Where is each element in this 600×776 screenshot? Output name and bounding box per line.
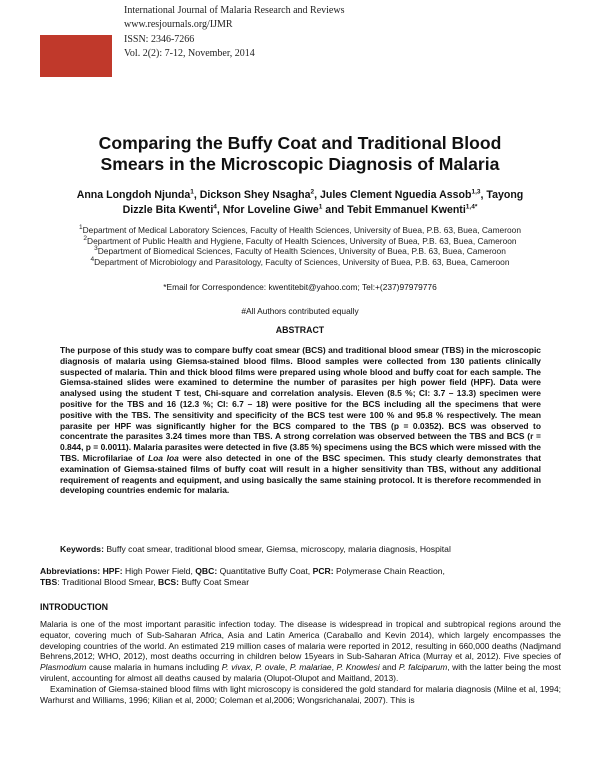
journal-name: International Journal of Malaria Research and Reviews	[124, 5, 345, 16]
intro-text: ,	[284, 662, 290, 673]
author-name: and Tebit Emmanuel Kwenti	[322, 203, 466, 216]
keywords	[60, 544, 550, 554]
title-line: Comparing the Buffy Coat and Traditional Blood	[98, 133, 502, 153]
author-name: , Nfor Loveline Giwe	[216, 203, 319, 216]
abbrev-def: : Traditional Blood Smear,	[57, 577, 158, 588]
author-name: , Jules Clement Nguedia Assob	[314, 189, 472, 201]
paper-title	[40, 133, 560, 175]
abbrev-term: TBS	[40, 577, 58, 588]
abbrev-term: QBC:	[195, 566, 218, 576]
affiliation	[30, 236, 570, 247]
species-name: Plasmodium	[40, 662, 87, 673]
journal-header	[124, 4, 544, 62]
affiliation	[30, 246, 570, 257]
author-sup: 1,3	[471, 188, 481, 196]
abbrev-label: Abbreviations:	[40, 566, 101, 576]
affiliation	[30, 257, 570, 268]
affiliation-sup: 2	[83, 234, 88, 242]
author-sup: 2	[310, 188, 315, 196]
abbrev-term: BCS:	[157, 577, 179, 588]
contribution-note: #All Authors contributed equally	[241, 306, 359, 316]
intro-paragraph	[40, 619, 561, 684]
author-name: Anna Longdoh Njunda	[76, 189, 191, 201]
abbrev-def: Buffy Coat Smear	[179, 577, 250, 588]
author-sup: 4	[213, 202, 217, 210]
author-name: , Dickson Shey Nsagha	[193, 189, 311, 201]
author-sup: 1	[318, 202, 323, 210]
intro-paragraph: Examination of Giemsa-stained blood films with light microscopy is considered the gold standard for malaria diagnosis (Milne et al, 1994; Warhurst and Williams, 1996; Kilian et al, 2000; Coleman et al,2006; Wongsrichanalai, 2007). This is	[40, 683, 561, 705]
affiliation-sup: 4	[90, 256, 95, 264]
author-sup: 1	[190, 188, 194, 196]
abbrev-def: Polymerase Chain Reaction,	[333, 566, 445, 576]
abbreviations	[40, 566, 560, 588]
affiliation-sup: 1	[79, 224, 83, 232]
intro-text: Malaria is one of the most important parasitic infection today. The disease is widespread in tropical and subtropical regions around the equator, covering much of Sub-Saharan Africa, Asia and Latin America (Caraballo and Kevin 2014), which largely encompasses the developing countries of the world. An estimated 219 million cases of malaria were reported in 2012, resulting in 660,000 deaths (Nadjmand Behrens,2012; WHO, 2012), most deaths occurring in children below 15years in Sub-Saharan Africa (Murray et al, 2012). Five species of	[40, 619, 561, 662]
intro-text: and	[379, 662, 399, 673]
species-name: P. vivax	[221, 662, 251, 673]
intro-text: cause malaria in humans including	[86, 662, 222, 673]
species-name: P. falciparum	[398, 662, 448, 673]
journal-logo	[40, 35, 112, 77]
affiliation-text: Department of Medical Laboratory Sciences, Faculty of Health Sciences, University of Buea, P.B. 63, Buea, Cameroon	[82, 225, 521, 235]
species-name: P. malariae	[289, 662, 332, 673]
intro-text: ,	[331, 662, 337, 673]
abstract-text	[60, 345, 541, 496]
keywords-label: Keywords:	[60, 544, 104, 554]
author-name: Dizzle Bita Kwenti	[122, 203, 214, 216]
intro-text: ,	[250, 662, 256, 673]
correspondence-email: *Email for Correspondence: kwentitebit@yahoo.com; Tel:+(237)97979776	[163, 282, 437, 292]
affiliation-text: Department of Microbiology and Parasitology, Faculty of Sciences, University of Buea, P.B. 63, Buea, Cameroon	[94, 257, 510, 268]
journal-issn: ISSN: 2346-7266	[124, 33, 195, 45]
abbrev-line	[40, 577, 560, 588]
intro-text: , with the latter being the most virulent, accounting for almost all deaths caused by malaria (Olupot-Olupot and Maitland, 2013).	[40, 662, 561, 683]
affiliation	[30, 225, 570, 236]
journal-url: www.resjournals.org/IJMR	[124, 19, 233, 31]
species-name: P. ovale	[255, 662, 285, 673]
author-line	[58, 188, 542, 203]
abstract-heading: ABSTRACT	[275, 325, 325, 335]
affiliation-text: Department of Public Health and Hygiene, Faculty of Health Sciences, University of Buea, P.B. 63, Buea, Cameroon	[87, 235, 517, 246]
abbrev-term: HPF:	[102, 566, 123, 576]
affiliation-sup: 3	[94, 245, 98, 253]
introduction-text	[40, 619, 561, 705]
author-sup: 1,4*	[465, 202, 478, 210]
title-line: Smears in the Microscopic Diagnosis of Malaria	[100, 154, 500, 174]
author-name: , Tayong	[480, 189, 524, 201]
author-list	[58, 188, 542, 217]
abstract-part: were also detected in one of the BSC specimen. This study clearly demonstrates that examination of Giemsa-stained films of buffy coat will result in a higher sensitivity than TBS, without any additional requirement of reagents and equipment, and using basically the same staining protocol. It is therefore recommended in developing countries endemic for malaria.	[60, 452, 542, 496]
abbrev-term: PCR:	[312, 566, 334, 576]
introduction-heading: INTRODUCTION	[40, 602, 109, 612]
abbrev-line	[40, 566, 560, 577]
affiliation-text: Department of Biomedical Sciences, Faculty of Health Sciences, University of Buea, P.B. 63, Buea, Cameroon	[97, 246, 506, 257]
author-line	[58, 203, 542, 218]
abstract-part: The purpose of this study was to compare buffy coat smear (BCS) and traditional blood smear (TBS) in the microscopic diagnosis of malaria using Giemsa-stained blood films. Blood samples were collected from 130 patients clinically suspected of malaria. Thin and thick blood films were prepared using whole blood and buffy coat for each sample. The Giemsa-stained slides were examined to determine the number of parasites per high power field (HPF). Data were analysed using the student T test, Chi-square and correlation analysis. Eleven (8.5 %; CI: 3.7 – 13.3) specimen were positive for the TBS and 16 (12.3 %; CI: 6.7 – 18) were positive for the BCS including all the specimens that were positive with the TBS. The sensitivity and specificity of the BCS test were 100 % and 95.8 % respectively. The mean parasite per HPF was significantly higher for the BCS compared to the TBS (p = 0.0352). BCS was observed to concentrate the parasites 3.24 times more than TBS. A strong correlation was observed between the TBS and BCS (r = 0.844, p = 0.0011). Malaria parasites were detected in five (3.85 %) specimens using the BCS which were missed with the TBS. Microfilariae of	[60, 345, 541, 463]
abbrev-def: High Power Field,	[122, 566, 196, 576]
abstract-italic: Loa loa	[147, 452, 179, 463]
species-name: P. Knowlesi	[336, 662, 380, 673]
journal-volume: Vol. 2(2): 7-12, November, 2014	[124, 48, 255, 60]
abbrev-def: Quantitative Buffy Coat,	[217, 566, 313, 576]
affiliation-list	[30, 225, 570, 268]
keywords-text: Buffy coat smear, traditional blood smear, Giemsa, microscopy, malaria diagnosis, Hospital	[103, 544, 451, 554]
